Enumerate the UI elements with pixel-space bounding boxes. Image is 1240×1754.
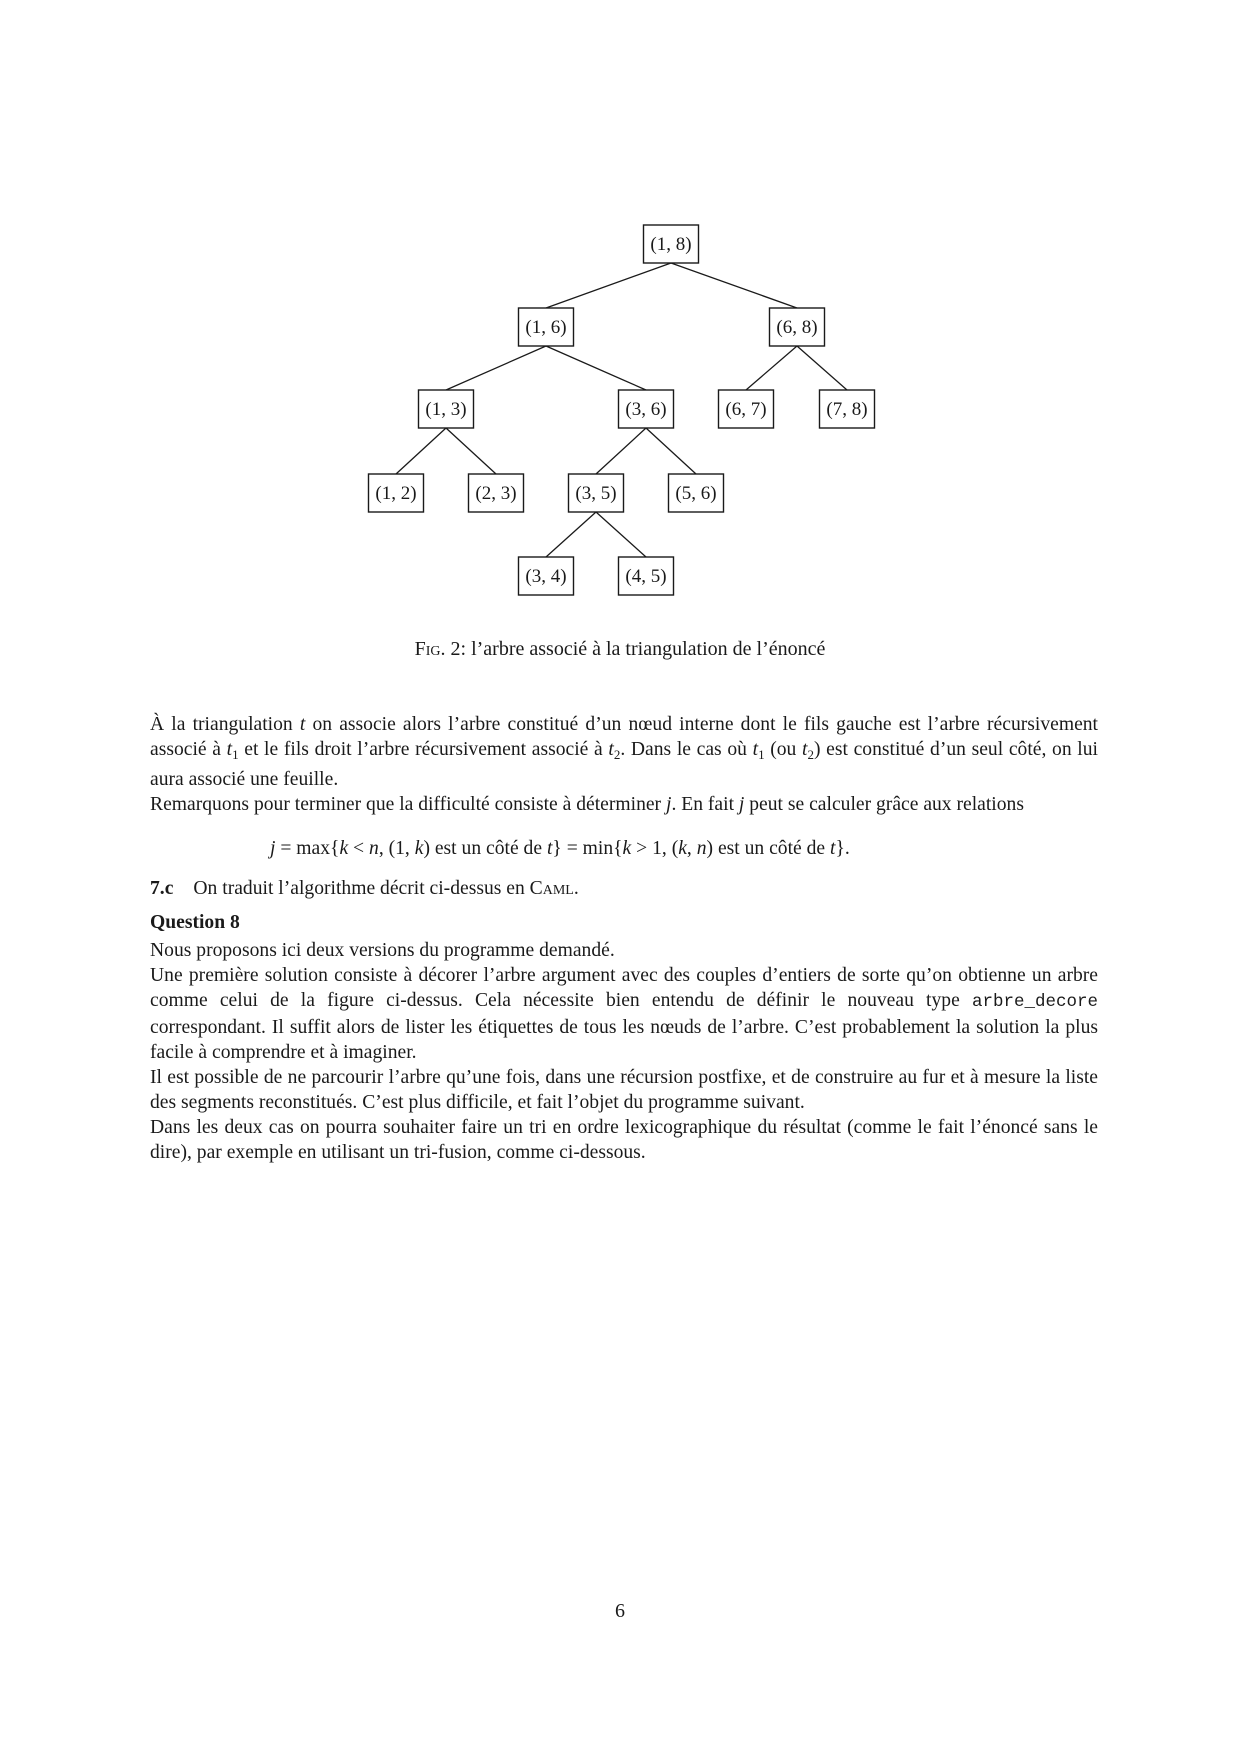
tree-node-n35 xyxy=(569,474,624,512)
tree-node-label: (4, 5) xyxy=(625,566,667,587)
tree-edge-n18-n68 xyxy=(671,263,797,308)
tree-edge-n35-n34 xyxy=(546,512,596,557)
tree-node-n36 xyxy=(619,390,674,428)
tree-edge-n13-n12 xyxy=(396,428,446,474)
paragraph-tree-association: À la triangulation t on associe alors l’arbre constitué d’un nœud interne dont le fils gauche est l’arbre récursivement associé à $t_1$ et le fils droit l’arbre récursivement associé à $t_2$. Dans le cas où $t_1$ (ou $t_2$) est constitué d’un seul côté, on lui aura associé une feuille. xyxy=(150,714,1099,790)
section-number: 7.c xyxy=(150,878,174,899)
q8-paragraph-3: Il est possible de ne parcourir l’arbre qu’une fois, dans une récursion postfixe, et de construire au fur et à mesure la liste des segments reconstitués. C’est plus difficile, et fait l’objet du programme suivant. xyxy=(150,1067,1098,1113)
tree-node-label: (3, 5) xyxy=(575,483,617,504)
tree-edge-n13-n23 xyxy=(446,428,496,474)
tree-node-n18 xyxy=(644,225,699,263)
tree-node-n13 xyxy=(419,390,474,428)
tree-node-label: (1, 3) xyxy=(425,399,467,420)
tree-edge-n18-n16 xyxy=(546,263,671,308)
body-text-block xyxy=(150,712,1098,817)
tree-node-label: (1, 6) xyxy=(525,317,567,338)
tree-edge-n68-n78 xyxy=(797,346,847,390)
equation-j: j = max{k < n, (1, k) est un côté de t} = min{k > 1, (k, n) est un côté de t}. xyxy=(270,838,850,859)
question-8-heading: Question 8 xyxy=(150,912,240,933)
tree-node-n34 xyxy=(519,557,574,595)
tree-node-label: (1, 2) xyxy=(375,483,417,504)
tree-node-n45 xyxy=(619,557,674,595)
tree-node-label: (7, 8) xyxy=(826,399,868,420)
tree-node-n78 xyxy=(820,390,875,428)
page-number: 6 xyxy=(615,1600,625,1622)
figure-caption-prefix: Fig. 2: xyxy=(414,638,467,660)
tree-node-n12 xyxy=(369,474,424,512)
q8-paragraph-1: Nous proposons ici deux versions du programme demandé. xyxy=(150,940,615,961)
tree-edge-n36-n35 xyxy=(596,428,646,474)
code-arbre-decore: arbre_decore xyxy=(971,992,1098,1012)
paragraph-difficulty: Remarquons pour terminer que la difficulté consiste à déterminer j. En fait j peut se calculer grâce aux relations xyxy=(150,794,1024,815)
triangulation-tree-figure xyxy=(0,0,1240,640)
section-7c: 7.c On traduit l’algorithme décrit ci-dessus en Caml. xyxy=(150,878,579,899)
tree-edge-n36-n56 xyxy=(646,428,696,474)
tree-node-n68 xyxy=(770,308,825,346)
tree-edge-n35-n45 xyxy=(596,512,646,557)
q8-paragraph-4: Dans les deux cas on pourra souhaiter faire un tri en ordre lexicographique du résultat (comme le fait l’énoncé sans le dire), par exemple en utilisant un tri-fusion, comme ci-dessous. xyxy=(150,1117,1098,1163)
tree-node-n67 xyxy=(719,390,774,428)
figure-caption-text: l’arbre associé à la triangulation de l’énoncé xyxy=(466,638,826,660)
tree-node-label: (6, 8) xyxy=(776,317,818,338)
tree-node-label: (5, 6) xyxy=(675,483,717,504)
tree-node-n56 xyxy=(669,474,724,512)
tree-node-n23 xyxy=(469,474,524,512)
tree-edge-n68-n67 xyxy=(746,346,797,390)
tree-edge-n16-n13 xyxy=(446,346,546,390)
tree-node-n16 xyxy=(519,308,574,346)
tree-edge-n16-n36 xyxy=(546,346,646,390)
tree-node-label: (2, 3) xyxy=(475,483,517,504)
q8-paragraph-2: Une première solution consiste à décorer l’arbre argument avec des couples d’entiers de sorte qu’on obtienne un arbre comme celui de la figure ci-dessus. Cela nécessite bien entendu de définir le nouveau type arbre_decore correspondant. Il suffit alors de lister les étiquettes de tous les nœuds de l’arbre. C’est probablement la solution la plus facile à comprendre et à imaginer. xyxy=(150,965,1098,1063)
tree-node-label: (3, 4) xyxy=(525,566,567,587)
figure-caption xyxy=(0,638,1240,661)
tree-node-label: (1, 8) xyxy=(650,234,692,255)
question-8-body xyxy=(150,938,1098,1165)
tree-node-label: (3, 6) xyxy=(625,399,667,420)
tree-node-label: (6, 7) xyxy=(725,399,767,420)
